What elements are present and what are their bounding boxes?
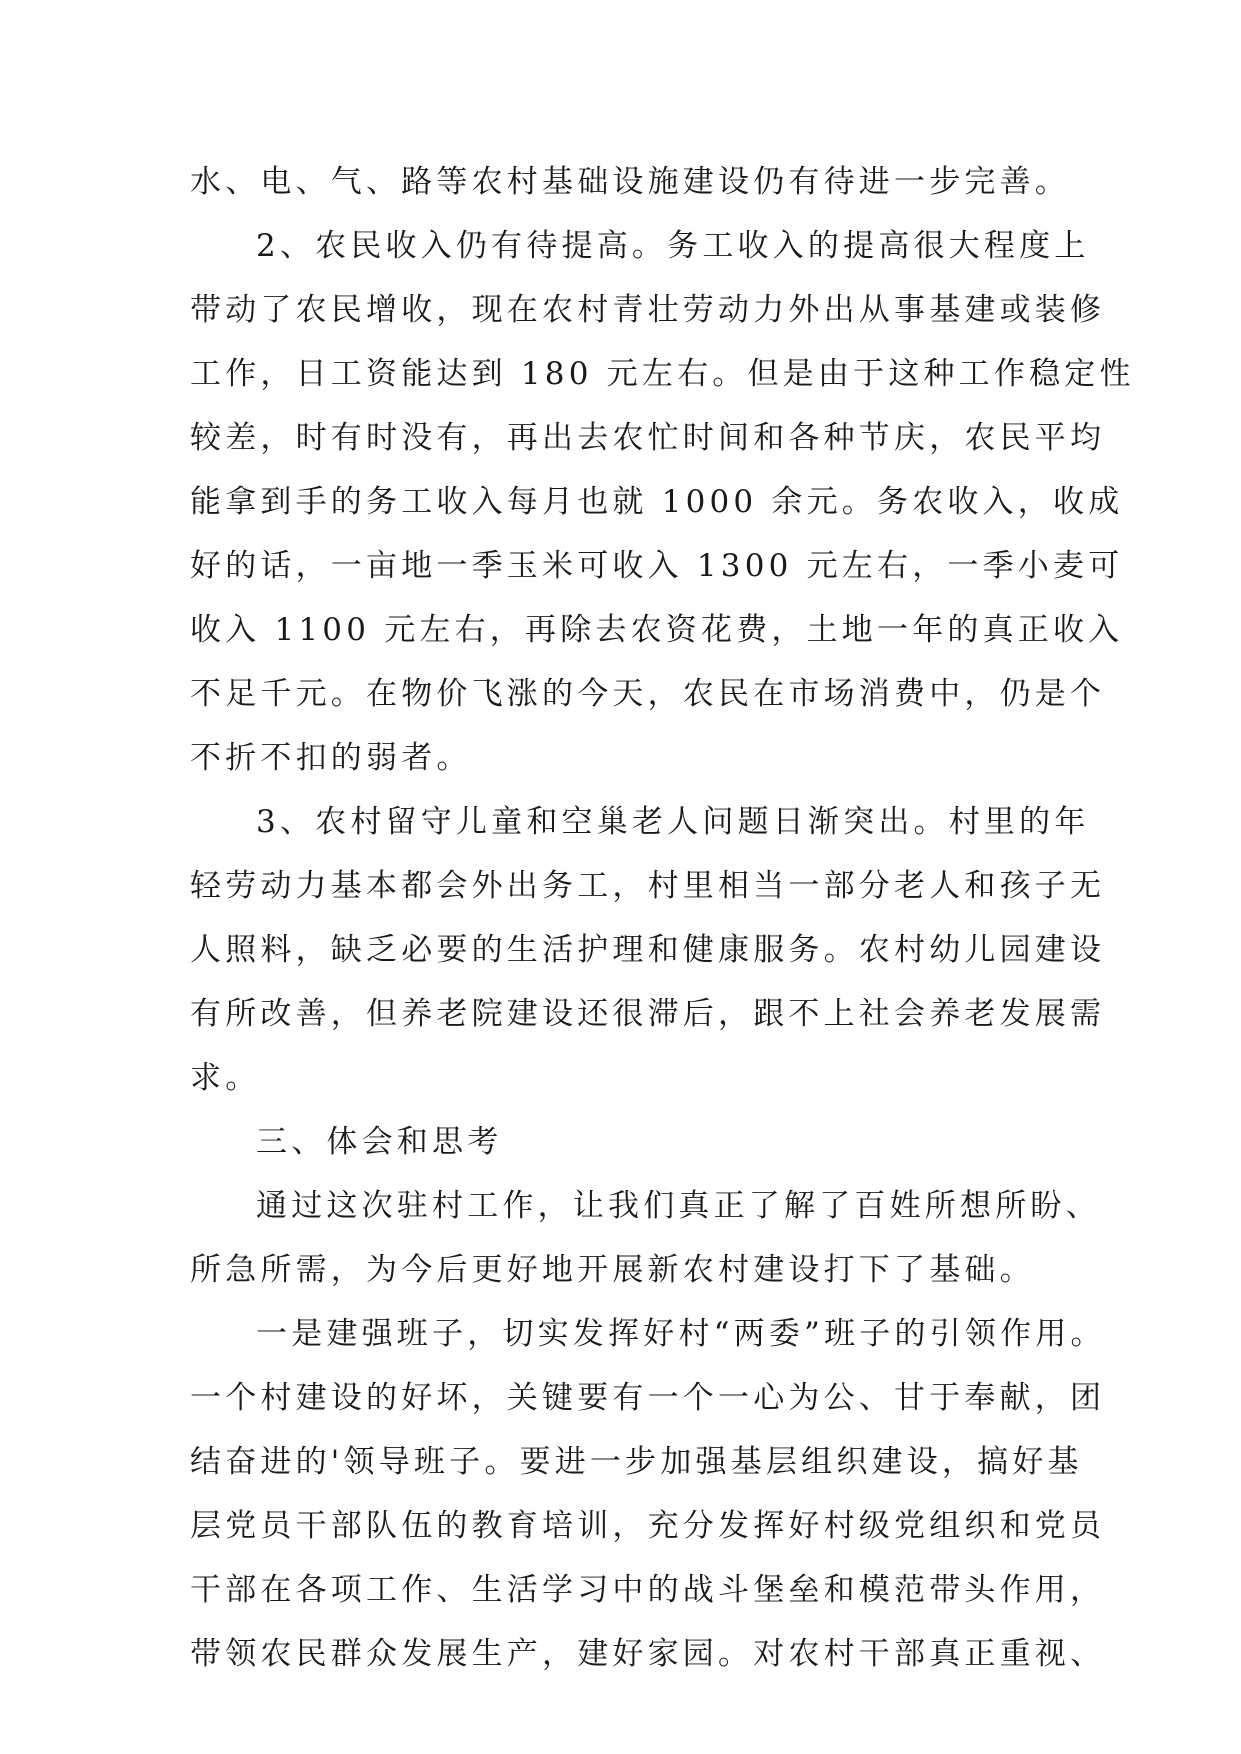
paragraph-3-start: 3、农村留守儿童和空巢老人问题日渐突出。村里的年 — [256, 804, 1090, 840]
text-line-9: 不足千元。在物价飞涨的今天，农民在市场消费中，仍是个 — [190, 676, 1106, 712]
text-line-7: 好的话，一亩地一季玉米可收入 1300 元左右，一季小麦可 — [190, 548, 1124, 584]
text-line-12: 轻劳动力基本都会外出务工，村里相当一部分老人和孩子无 — [190, 868, 1106, 904]
text-line-14: 有所改善，但养老院建设还很滞后，跟不上社会养老发展需 — [190, 996, 1106, 1032]
paragraph-intro-start: 通过这次驻村工作，让我们真正了解了百姓所想所盼、 — [256, 1188, 1101, 1224]
text-line-8: 收入 1100 元左右，再除去农资花费，土地一年的真正收入 — [190, 612, 1124, 648]
text-line-5: 较差，时有时没有，再出去农忙时间和各种节庆，农民平均 — [190, 420, 1106, 456]
text-line-15: 求。 — [190, 1060, 261, 1096]
paragraph-2-start: 2、农民收入仍有待提高。务工收入的提高很大程度上 — [256, 228, 1090, 264]
text-line-18: 所急所需，为今后更好地开展新农村建设打下了基础。 — [190, 1252, 1035, 1288]
text-line-10: 不折不扣的弱者。 — [190, 740, 472, 776]
text-line-21: 结奋进的'领导班子。要进一步加强基层组织建设，搞好基 — [190, 1444, 1083, 1480]
text-line-23: 干部在各项工作、生活学习中的战斗堡垒和模范带头作用， — [190, 1572, 1106, 1608]
text-line-20: 一个村建设的好坏，关键要有一个一心为公、甘于奉献，团 — [190, 1380, 1106, 1416]
text-line-13: 人照料，缺乏必要的生活护理和健康服务。农村幼儿园建设 — [190, 932, 1106, 968]
text-line-4: 工作，日工资能达到 180 元左右。但是由于这种工作稳定性 — [190, 356, 1135, 392]
text-line-6: 能拿到手的务工收入每月也就 1000 余元。务农收入，收成 — [190, 484, 1124, 520]
text-line-24: 带领农民群众发展生产，建好家园。对农村干部真正重视、 — [190, 1636, 1106, 1672]
text-line-22: 层党员干部队伍的教育培训，充分发挥好村级党组织和党员 — [190, 1508, 1106, 1544]
section-heading: 三、体会和思考 — [256, 1124, 503, 1160]
text-line-1: 水、电、气、路等农村基础设施建设仍有待进一步完善。 — [190, 164, 1070, 200]
text-line-3: 带动了农民增收，现在农村青壮劳动力外出从事基建或装修 — [190, 292, 1106, 328]
paragraph-point-1-start: 一是建强班子，切实发挥好村“两委”班子的引领作用。 — [256, 1316, 1106, 1352]
